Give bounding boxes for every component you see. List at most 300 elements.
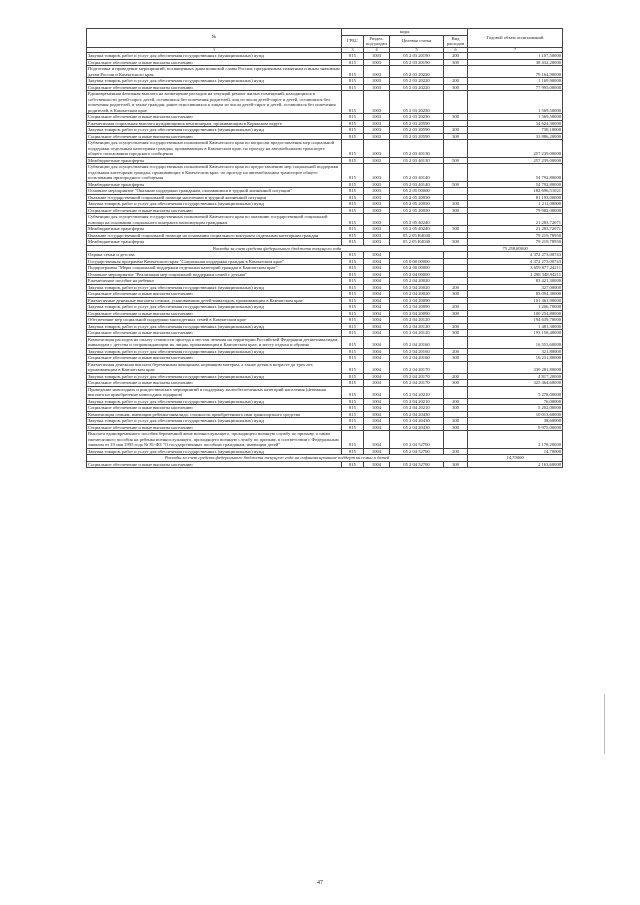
grbs-cell: 815 — [342, 181, 364, 188]
target-cell: 05 2 03 20190 — [390, 53, 444, 60]
target-cell: 05 2 04 20020 — [390, 278, 444, 285]
name-cell: Закупка товаров, работ и услуг для обеспечения государственных (муниципальных) нужд — [87, 448, 342, 455]
grbs-cell: 815 — [342, 418, 364, 425]
table-row — [87, 66, 563, 78]
amount-cell: 79 164,90000 — [468, 66, 563, 78]
amount-cell: 1 481,30000 — [468, 323, 563, 330]
name-cell: Закупка товаров, работ и услуг для обеспечения государственных (муниципальных) нужд — [87, 78, 342, 85]
amount-cell: 101 461,90000 — [468, 297, 563, 304]
section-cell: 1004 — [364, 361, 390, 373]
vid-cell: 500 — [444, 226, 468, 233]
name-cell: Проведение новогодних и рождественских мероприятий в поддержку малообеспеченных категорий населения (denежная выплата на приобретение новогодних подарков) — [87, 386, 342, 398]
amount-cell: 21 283,72071 — [468, 214, 563, 226]
name-cell: Социальное обеспечение и иные выплаты населению — [87, 405, 342, 412]
name-cell: Социальное обеспечение и иные выплаты населению — [87, 380, 342, 387]
target-cell: 05 2 04 20020 — [390, 291, 444, 298]
vid-cell: 200 — [444, 304, 468, 311]
target-cell: 05 2 03 20590 — [390, 133, 444, 140]
header-grbs: ГРБС — [342, 35, 364, 47]
section-cell: 1004 — [364, 355, 390, 362]
col-num: 1 — [87, 47, 342, 53]
amount-cell: 257 239,00000 — [468, 140, 563, 158]
target-cell: 05 2 03 20220 — [390, 84, 444, 91]
amount-cell: 75 258,80000 — [468, 245, 563, 252]
amount-cell: 1 169,90000 — [468, 78, 563, 85]
table-row — [87, 140, 563, 158]
vid-cell — [444, 361, 468, 373]
section-cell: 1003 — [364, 78, 390, 85]
section-cell: 1004 — [364, 348, 390, 355]
table-row — [87, 431, 563, 449]
vid-cell: 200 — [444, 323, 468, 330]
grbs-cell: 815 — [342, 207, 364, 214]
target-cell: 05 2 04 20210 — [390, 405, 444, 412]
section-cell: 1003 — [364, 157, 390, 164]
name-cell: Обеспечение мер социальной поддержки многодетных семей в Камчатском крае — [87, 317, 342, 324]
table-row — [87, 164, 563, 182]
amount-cell: 83 421,30000 — [468, 278, 563, 285]
vid-cell — [444, 336, 468, 348]
target-cell: 05 2 03 20590 — [390, 120, 444, 127]
amount-cell: 81 193,00000 — [468, 194, 563, 201]
target-cell: 05 2 05 20050 — [390, 194, 444, 201]
target-cell: 05 2 03 20220 — [390, 66, 444, 78]
section-cell: 1003 — [364, 181, 390, 188]
amount-cell: 1 569,50000 — [468, 114, 563, 121]
vid-cell: 200 — [444, 448, 468, 455]
section-cell: 1003 — [364, 239, 390, 246]
amount-cell: 33 886,20000 — [468, 133, 563, 140]
vid-cell: 200 — [444, 373, 468, 380]
vid-cell — [444, 431, 468, 449]
amount-cell: 54 792,80000 — [468, 181, 563, 188]
grbs-cell: 815 — [342, 226, 364, 233]
name-cell: Компенсация расходов на оплату стоимости проезда к местам лечения на территории Российской Федерации детям-инвалидам, инвалидам с детства и сопровождающим их лицам, проживающим в Камчатском крае, и месту отдыха и обратно — [87, 336, 342, 348]
grbs-cell: 815 — [342, 448, 364, 455]
vid-cell: 300 — [444, 291, 468, 298]
target-cell: 05 2 04 20090 — [390, 310, 444, 317]
vid-cell: 300 — [444, 355, 468, 362]
section-cell: 1003 — [364, 91, 390, 114]
vid-cell: 200 — [444, 348, 468, 355]
note-text: Расходы за счет средств федерального бюджета текущего года на софинансирование поддержки семьи и детей — [87, 455, 468, 462]
section-cell: 1003 — [364, 114, 390, 121]
section-cell: 1003 — [364, 127, 390, 134]
header-amount: Годовой объем ассигнований — [468, 29, 563, 48]
grbs-cell: 815 — [342, 310, 364, 317]
name-cell: Основное мероприятие "Реализация мер социальной поддержки семей с детьми" — [87, 271, 342, 278]
section-cell: 1004 — [364, 304, 390, 311]
vid-cell — [444, 91, 468, 114]
vid-cell: 300 — [444, 405, 468, 412]
grbs-cell: 815 — [342, 380, 364, 387]
section-cell: 1003 — [364, 232, 390, 239]
page-number: 47 — [317, 880, 323, 886]
vid-cell — [444, 386, 468, 398]
target-cell: 05 2 05 40240 — [390, 226, 444, 233]
name-cell: Социальное обеспечение и иные выплаты населению — [87, 310, 342, 317]
section-cell: 1004 — [364, 278, 390, 285]
table-row — [87, 461, 563, 468]
target-cell: 05 2 03 40140 — [390, 181, 444, 188]
target-cell: 05 2 04 20160 — [390, 336, 444, 348]
target-cell: 05 2 04 20170 — [390, 361, 444, 373]
section-cell: 1004 — [364, 398, 390, 405]
vid-cell: 500 — [444, 157, 468, 164]
target-cell: 05 2 00 00000 — [390, 265, 444, 272]
amount-cell: 5 202,00000 — [468, 405, 563, 412]
grbs-cell: 815 — [342, 361, 364, 373]
amount-cell: 4 372 273,00743 — [468, 258, 563, 265]
amount-cell: 79 219,78950 — [468, 239, 563, 246]
grbs-cell: 815 — [342, 336, 364, 348]
section-cell: 1004 — [364, 405, 390, 412]
amount-cell: 2 178,20000 — [468, 431, 563, 449]
amount-cell: 100 254,80000 — [468, 310, 563, 317]
amount-cell: 193 158,40000 — [468, 330, 563, 337]
header-vid: Вид расходов — [444, 35, 468, 47]
vid-cell: 200 — [444, 201, 468, 208]
name-cell: Социальное обеспечение и иные выплаты населению — [87, 291, 342, 298]
vid-cell: 500 — [444, 239, 468, 246]
table-header — [87, 29, 563, 53]
name-cell: Компенсация семьям, имеющим ребенка-инвалида, стоимости приобретенного ими транспортного средства — [87, 411, 342, 418]
amount-cell: 257 239,00000 — [468, 157, 563, 164]
amount-cell: 83 094,30000 — [468, 291, 563, 298]
amount-cell: 738,10000 — [468, 127, 563, 134]
vid-cell: 300 — [444, 380, 468, 387]
vid-cell: 200 — [444, 284, 468, 291]
col-num: 3 — [342, 47, 364, 53]
target-cell: 05 2 04 20210 — [390, 398, 444, 405]
target-cell: 05 2 03 20220 — [390, 78, 444, 85]
grbs-cell: 815 — [342, 271, 364, 278]
name-cell: Субвенции для осуществления государственных полномочий Камчатского края по оказанию государственной социальной помощи на основании социального контракта малоимущим гражданам — [87, 214, 342, 226]
grbs-cell: 815 — [342, 78, 364, 85]
grbs-cell: 815 — [342, 66, 364, 78]
header-no: № — [87, 29, 342, 48]
section-cell: 1004 — [364, 323, 390, 330]
section-cell: 1004 — [364, 411, 390, 418]
target-cell: 05 2 04 52700 — [390, 431, 444, 449]
target-cell: 05 2 03 40130 — [390, 157, 444, 164]
target-cell: 05 2 03 20590 — [390, 127, 444, 134]
vid-cell: 200 — [444, 53, 468, 60]
target-cell: 05 2 04 20120 — [390, 317, 444, 324]
name-cell: Субвенции для осуществления государственных полномочий Камчатского края по вопросам предоставления мер социальной поддержки отдельным категориям граждан, проживающих в Камчатском крае, по проезду на автомобильном транспорте общего пользования городского сообщения — [87, 140, 342, 158]
amount-cell: 16 231,80000 — [468, 355, 563, 362]
grbs-cell: 815 — [342, 84, 364, 91]
amount-cell: 327,00000 — [468, 284, 563, 291]
name-cell: Социальное обеспечение и иные выплаты населению — [87, 355, 342, 362]
section-cell: 1004 — [364, 336, 390, 348]
grbs-cell: 815 — [342, 252, 364, 259]
vid-cell — [444, 214, 468, 226]
name-cell: Ежемесячные денежные выплаты семьям, усыновившим детей-инвалидов, проживающим в Камчатском крае — [87, 297, 342, 304]
name-cell: Межбюджетные трансферты — [87, 157, 342, 164]
amount-cell: 2 163,60000 — [468, 461, 563, 468]
name-cell: Закупка товаров, работ и услуг для обеспечения государственных (муниципальных) нужд — [87, 201, 342, 208]
section-cell: 1004 — [364, 330, 390, 337]
grbs-cell: 815 — [342, 424, 364, 431]
target-cell: 05 2 04 20160 — [390, 355, 444, 362]
grbs-cell: 815 — [342, 127, 364, 134]
name-cell: Закупка товаров, работ и услуг для обеспечения государственных (муниципальных) нужд — [87, 127, 342, 134]
amount-cell: 194 639,70000 — [468, 317, 563, 324]
grbs-cell: 815 — [342, 239, 364, 246]
table-row — [87, 361, 563, 373]
section-cell: 1004 — [364, 448, 390, 455]
target-cell: 05 2 03 40140 — [390, 164, 444, 182]
header-section: Раздел, под-раздел — [364, 35, 390, 47]
name-cell: Социальное обеспечение и иные выплаты населению — [87, 114, 342, 121]
table-body — [87, 53, 563, 468]
grbs-cell: 815 — [342, 120, 364, 127]
target-cell: 05 2 04 20120 — [390, 323, 444, 330]
section-cell: 1003 — [364, 214, 390, 226]
amount-cell: 38 432,20000 — [468, 59, 563, 66]
target-cell: 05 2 05 40240 — [390, 214, 444, 226]
budget-table — [86, 28, 563, 468]
section-cell: 1004 — [364, 291, 390, 298]
amount-cell: 38,60000 — [468, 418, 563, 425]
grbs-cell: 815 — [342, 201, 364, 208]
vid-cell — [444, 140, 468, 158]
grbs-cell: 815 — [342, 164, 364, 182]
name-cell: Оказание государственной социальной помощи населению в трудной жизненной ситуации — [87, 194, 342, 201]
target-cell: 05 2 04 20090 — [390, 304, 444, 311]
grbs-cell: 815 — [342, 91, 364, 114]
amount-cell: 1 569,50000 — [468, 91, 563, 114]
vid-cell: 300 — [444, 207, 468, 214]
grbs-cell: 815 — [342, 265, 364, 272]
section-cell: 1004 — [364, 258, 390, 265]
target-cell: 05 2 04 20430 — [390, 411, 444, 418]
budget-table-sheet — [86, 28, 562, 468]
section-cell: 1003 — [364, 188, 390, 195]
grbs-cell: 815 — [342, 373, 364, 380]
name-cell: Государственная программа Камчатского края "Социальная поддержка граждан в Камчатском крае" — [87, 258, 342, 265]
target-cell: 05 2 03 20190 — [390, 59, 444, 66]
target-cell: 05 0 00 00000 — [390, 258, 444, 265]
grbs-cell: 815 — [342, 140, 364, 158]
amount-cell: 1 206,70000 — [468, 304, 563, 311]
amount-cell: 14,70000 — [468, 448, 563, 455]
grbs-cell: 815 — [342, 411, 364, 418]
amount-cell: 3 659 877,24211 — [468, 265, 563, 272]
name-cell: Основное мероприятие "Оказание поддержки гражданам, оказавшимся в трудной жизненной ситуации" — [87, 188, 342, 195]
target-cell: 05 2 04 52700 — [390, 448, 444, 455]
section-cell: 1004 — [364, 284, 390, 291]
table-row — [87, 386, 563, 398]
amount-cell: 21 283,72071 — [468, 226, 563, 233]
vid-cell: 300 — [444, 424, 468, 431]
grbs-cell: 815 — [342, 157, 364, 164]
section-cell: 1004 — [364, 461, 390, 468]
vid-cell: 200 — [444, 127, 468, 134]
grbs-cell: 815 — [342, 431, 364, 449]
target-cell: 05 2 05 R4040 — [390, 232, 444, 239]
section-cell: 1004 — [364, 265, 390, 272]
grbs-cell: 815 — [342, 323, 364, 330]
name-cell: Единовременная denежная выплата на возмещение расходов на текущий ремонт жилых помещений, находящихся в собственности детей-сирот, детей, оставшихся без попечения родителей, лиц из числа детей-сирот и детей, оставшихся без попечения родителей, в также граждан, ранее относившихся к лицам из числа детей-сирот и детей, оставшихся без попечения родителей, в Камчатском крае — [87, 91, 342, 114]
col-num: 5 — [390, 47, 444, 53]
name-cell: Закупка товаров, работ и услуг для обеспечения государственных (муниципальных) нужд — [87, 304, 342, 311]
grbs-cell: 815 — [342, 214, 364, 226]
name-cell: Подготовка и проведение мероприятий, посвященных дням воинской славы России, праздничным, памятным и иным значимым датам России и Камчатского края — [88, 66, 340, 77]
table-row — [87, 214, 563, 226]
section-cell: 1003 — [364, 226, 390, 233]
section-cell: 1003 — [364, 133, 390, 140]
grbs-cell: 815 — [342, 348, 364, 355]
grbs-cell: 815 — [342, 53, 364, 60]
header-target: Целевая статья — [390, 35, 444, 47]
target-cell: 05 2 03 40130 — [390, 140, 444, 158]
grbs-cell: 815 — [342, 304, 364, 311]
name-cell: Социальное обеспечение и иные выплаты населению — [87, 207, 342, 214]
section-cell: 1003 — [364, 66, 390, 78]
vid-cell: 200 — [444, 398, 468, 405]
vid-cell: 300 — [444, 310, 468, 317]
amount-cell: 79 982,00000 — [468, 207, 563, 214]
name-cell: Социальное обеспечение и иные выплаты населению — [87, 330, 342, 337]
vid-cell — [444, 66, 468, 78]
header-codes-group: коды — [342, 29, 468, 36]
target-cell: 05 2 05 00000 — [390, 188, 444, 195]
amount-cell: 34 624,30000 — [468, 120, 563, 127]
name-cell: Оказание государственной социальной помощи на основании социального контракта отдельным категориям граждан — [87, 232, 342, 239]
target-cell: 05 2 04 20430 — [390, 424, 444, 431]
grbs-cell: 815 — [342, 114, 364, 121]
margin-mark — [604, 694, 605, 754]
section-cell: 1004 — [364, 271, 390, 278]
vid-cell: 300 — [444, 114, 468, 121]
name-cell: Закупка товаров, работ и услуг для обеспечения государственных (муниципальных) нужд — [87, 348, 342, 355]
section-cell: 1004 — [364, 418, 390, 425]
section-cell: 1003 — [364, 140, 390, 158]
section-cell: 1004 — [364, 380, 390, 387]
section-cell: 1004 — [364, 386, 390, 398]
amount-cell: 182 696,51021 — [468, 188, 563, 195]
amount-cell: 325 464,60000 — [468, 380, 563, 387]
amount-cell: 330 281,80000 — [468, 361, 563, 373]
grbs-cell: 815 — [342, 291, 364, 298]
vid-cell: 300 — [444, 84, 468, 91]
name-cell: Межбюджетные трансферты — [87, 181, 342, 188]
amount-cell: 77 995,00000 — [468, 84, 563, 91]
grbs-cell: 815 — [342, 278, 364, 285]
amount-cell: 2 298 348,94211 — [468, 271, 563, 278]
name-cell: Ежемесячная социальная выплата нуждающимся пенсионерам, проживающим в Корякском округе — [87, 120, 342, 127]
target-cell: 05 2 05 20050 — [390, 207, 444, 214]
vid-cell — [444, 164, 468, 182]
section-cell: 1003 — [364, 194, 390, 201]
name-cell: Межбюджетные трансферты — [87, 239, 342, 246]
grbs-cell: 815 — [342, 284, 364, 291]
name-cell: Закупка товаров, работ и услуг для обеспечения государственных (муниципальных) нужд — [87, 418, 342, 425]
grbs-cell: 815 — [342, 398, 364, 405]
grbs-cell: 815 — [342, 317, 364, 324]
grbs-cell: 815 — [342, 355, 364, 362]
name-cell: Закупка товаров, работ и услуг для обеспечения государственных (муниципальных) нужд — [87, 323, 342, 330]
name-cell: Социальное обеспечение и иные выплаты населению — [87, 133, 342, 140]
name-cell: Закупка товаров, работ и услуг для обеспечения государственных (муниципальных) нужд — [87, 373, 342, 380]
amount-cell: 9 975,00000 — [468, 424, 563, 431]
name-cell: Выплата единовременного пособия беременной жене военнослужащего, проходящего военную службу по призыву, а также ежемесячного пособия на ребенка военнослужащего, проходящего военную службу по призыву, в соответствии с Федеральным законом от 19 мая 1995 года № 81-ФЗ "О государственных пособиях гражданам, имеющим детей" — [87, 431, 342, 449]
name-cell: Закупка товаров, работ и услуг для обеспечения государственных (муниципальных) нужд — [87, 284, 342, 291]
target-cell: 05 2 04 20210 — [390, 386, 444, 398]
name-cell: Закупка товаров, работ и услуг для обеспечения государственных (муниципальных) нужд — [87, 398, 342, 405]
section-cell: 1003 — [364, 120, 390, 127]
section-cell: 1004 — [364, 373, 390, 380]
section-cell: 1003 — [364, 84, 390, 91]
target-cell: 05 2 04 00000 — [390, 271, 444, 278]
section-cell: 1003 — [364, 164, 390, 182]
target-cell: 05 2 04 20020 — [390, 284, 444, 291]
target-cell: 05 2 04 20430 — [390, 418, 444, 425]
col-num: 4 — [364, 47, 390, 53]
target-cell: 05 2 04 20090 — [390, 297, 444, 304]
amount-cell: 16 553,60000 — [468, 336, 563, 348]
grbs-cell: 815 — [342, 297, 364, 304]
table-row — [87, 336, 563, 348]
target-cell: 05 2 04 20170 — [390, 373, 444, 380]
note-text: Расходы за счет средств федерального бюджета текущего года — [87, 245, 468, 252]
vid-cell: 200 — [444, 418, 468, 425]
target-cell: 05 2 05 R4040 — [390, 239, 444, 246]
col-num: 6 — [444, 47, 468, 53]
section-cell: 1003 — [364, 207, 390, 214]
vid-cell: 300 — [444, 133, 468, 140]
grbs-cell: 815 — [342, 461, 364, 468]
section-cell: 1004 — [364, 424, 390, 431]
grbs-cell: 815 — [342, 133, 364, 140]
name-cell: Ежемесячное пособие на ребенка — [87, 278, 342, 285]
name-cell: Социальное обеспечение и иные выплаты населению — [87, 84, 342, 91]
vid-cell: 300 — [444, 59, 468, 66]
section-cell: 1003 — [364, 53, 390, 60]
name-cell: Подпрограмма "Меры социальной поддержки отдельных категорий граждан в Камчатском крае" — [87, 265, 342, 272]
table-row — [87, 91, 563, 114]
amount-cell: 1 211,00000 — [468, 201, 563, 208]
section-cell: 1004 — [364, 310, 390, 317]
name-cell: Социальное обеспечение и иные выплаты населению — [87, 59, 342, 66]
name-cell: Субвенции для осуществления государственных полномочий Камчатского края по предоставлению мер социальной поддержки отдельным категориям граждан, проживающих в Камчатском крае, по проезду на автомобильном транспорте общего пользования пригородного сообщения — [87, 164, 342, 182]
grbs-cell: 815 — [342, 188, 364, 195]
name-cell: Социальное обеспечение и иные выплаты населению — [87, 461, 342, 468]
amount-cell: 4 817,20000 — [468, 373, 563, 380]
target-cell: 05 2 04 52700 — [390, 461, 444, 468]
target-cell: 05 2 03 20230 — [390, 91, 444, 114]
amount-cell: 5 278,00000 — [468, 386, 563, 398]
target-cell: 05 2 03 20230 — [390, 114, 444, 121]
amount-cell: 14,70000 — [468, 455, 563, 462]
amount-cell: 79 219,78950 — [468, 232, 563, 239]
name-cell: Ежемесячная денежная выплата беременным женщинам, кормящим матерям, а также детям в возрасте до трех лет, проживающим в Камчатском крае — [87, 361, 342, 373]
amount-cell: 10 013,60000 — [468, 411, 563, 418]
grbs-cell: 815 — [342, 59, 364, 66]
name-cell: Межбюджетные трансферты — [87, 226, 342, 233]
target-cell: 05 2 04 20120 — [390, 330, 444, 337]
vid-cell: 200 — [444, 78, 468, 85]
amount-cell: 321,80000 — [468, 348, 563, 355]
section-cell: 1004 — [364, 317, 390, 324]
amount-cell: 54 792,80000 — [468, 164, 563, 182]
target-cell: 05 2 05 20050 — [390, 201, 444, 208]
section-cell: 1004 — [364, 252, 390, 259]
section-cell: 1004 — [364, 297, 390, 304]
vid-cell: 300 — [444, 461, 468, 468]
